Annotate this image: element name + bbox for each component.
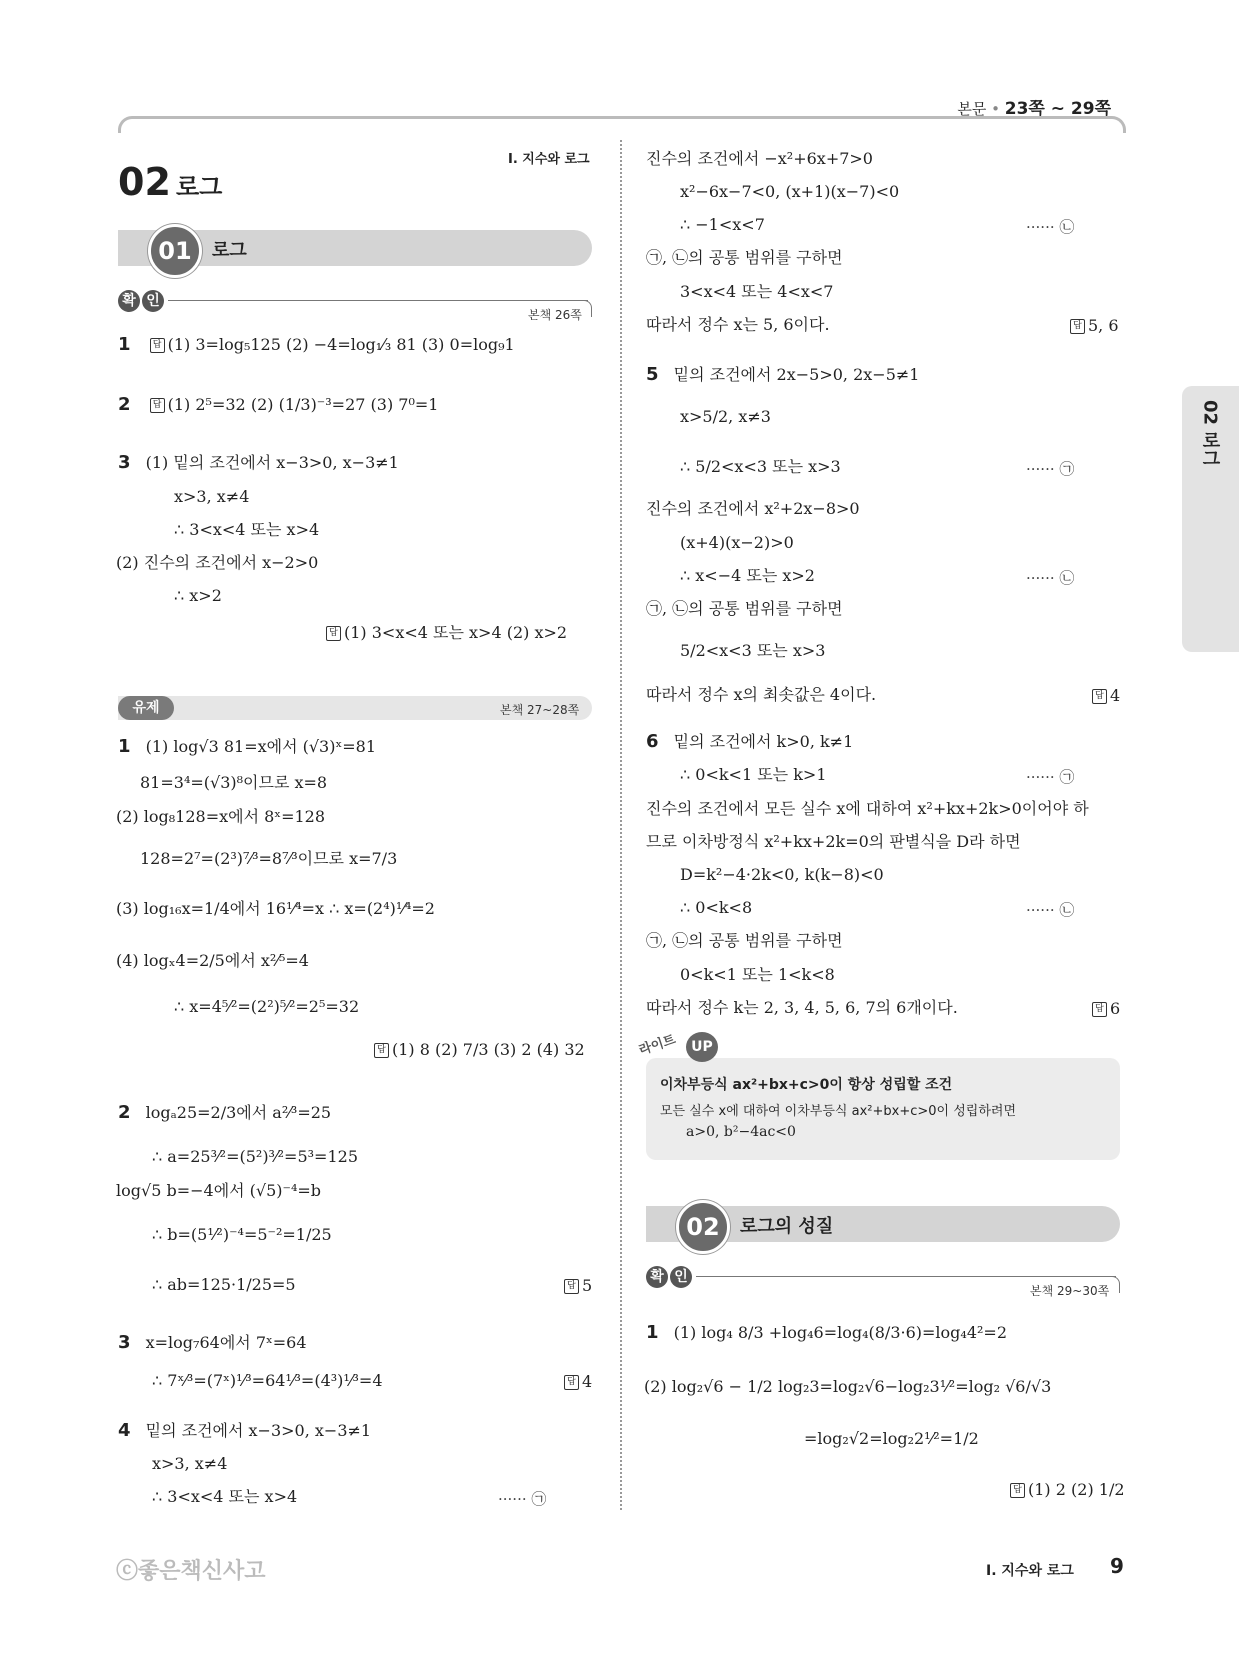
chapter-number: 02	[118, 160, 171, 204]
header-label: 본문	[957, 100, 987, 118]
l-y1-l5: (3) log₁₆x=1/4에서 16¹⁄⁴=x ∴ x=(2⁴)¹⁄⁴=2	[116, 899, 435, 918]
l-q3-l4: (2) 진수의 조건에서 x−2>0	[116, 553, 319, 572]
footer-section: I. 지수와 로그	[986, 1563, 1074, 1579]
r-c4-mark: ······ ㉡	[1026, 218, 1075, 236]
confirm1-badge-1: 확	[118, 290, 140, 312]
answer-icon: 답	[1092, 689, 1107, 704]
l-y1-answer: 답 (1) 8 (2) 7/3 (3) 2 (4) 32	[374, 1040, 585, 1059]
yuje-ref: 본책 27~28쪽	[500, 703, 580, 717]
r-q5-answer: 답 4	[1092, 686, 1120, 705]
tip-line1: 모든 실수 x에 대하여 이차부등식 ax²+bx+c>0이 성립하려면	[660, 1104, 1017, 1119]
r-c4-l5: 3<x<4 또는 4<x<7	[680, 282, 834, 301]
r-q6-l8: 0<k<1 또는 1<k<8	[680, 965, 835, 984]
column-divider	[620, 140, 622, 1510]
r-c4-l4: ㉠, ㉡의 공통 범위를 구하면	[646, 248, 843, 267]
r-c4-l6: 따라서 정수 x는 5, 6이다.	[646, 315, 830, 334]
page-number: 9	[1110, 1554, 1124, 1578]
r-q5-l4: 진수의 조건에서 x²+2x−8>0	[646, 499, 860, 518]
r-q5: 5 밑의 조건에서 2x−5>0, 2x−5≠1	[646, 364, 920, 385]
tip-line2: a>0, b²−4ac<0	[686, 1124, 796, 1140]
answer-icon: 답	[1092, 1002, 1107, 1017]
answer-icon: 답	[1010, 1483, 1025, 1498]
confirm1-bar	[118, 290, 592, 312]
r-q6-l4: 므로 이차방정식 x²+kx+2k=0의 판별식을 D라 하면	[646, 832, 1021, 851]
confirm2-badge-1: 확	[646, 1266, 668, 1288]
unit2-title: 로그의 성질	[740, 1216, 834, 1237]
l-y2-l4: ∴ b=(5¹⁄²)⁻⁴=5⁻²=1/25	[152, 1225, 332, 1244]
r-q6-answer: 답 6	[1092, 999, 1120, 1018]
l-q3: 3 (1) 밑의 조건에서 x−3>0, x−3≠1	[118, 452, 399, 473]
publisher-logo: ⓒ좋은책신사고	[116, 1559, 266, 1584]
r-p1-l2: (2) log₂√6 − 1/2 log₂3=log₂√6−log₂3¹⁄²=log₂ √6/√3	[644, 1377, 1052, 1396]
l-y1-l2: 81=3⁴=(√3)⁸이므로 x=8	[140, 773, 328, 792]
confirm2-ref: 본책 29~30쪽	[1030, 1284, 1110, 1298]
r-c4-l2: x²−6x−7<0, (x+1)(x−7)<0	[680, 182, 900, 201]
chapter-title	[118, 160, 222, 204]
chapter-name: 로그	[175, 173, 223, 201]
l-y3-answer: 답 4	[564, 1372, 592, 1391]
r-q6-l5: D=k²−4·2k<0, k(k−8)<0	[680, 865, 884, 884]
r-q6-l2: ∴ 0<k<1 또는 k>1	[680, 765, 827, 784]
r-q5-mark2: ······ ㉡	[1026, 569, 1075, 587]
answer-icon: 답	[564, 1279, 579, 1294]
side-tab	[1182, 386, 1239, 652]
l-y2-l2: ∴ a=25³⁄²=(5²)³⁄²=5³=125	[152, 1147, 358, 1166]
tip-tag: 라이트	[637, 1032, 678, 1059]
answer-icon: 답	[150, 338, 165, 353]
l-y1-l7: ∴ x=4⁵⁄²=(2²)⁵⁄²=2⁵=32	[174, 997, 360, 1016]
l-q3-l2: x>3, x≠4	[174, 487, 250, 506]
answer-icon: 답	[564, 1375, 579, 1390]
r-q5-l7: ㉠, ㉡의 공통 범위를 구하면	[646, 599, 843, 618]
r-q5-l5: (x+4)(x−2)>0	[680, 533, 794, 552]
l-y3-l2: ∴ 7ˣ⁄³=(7ˣ)¹⁄³=64¹⁄³=(4³)¹⁄³=4	[152, 1371, 383, 1390]
header-pages: 23쪽 ~ 29쪽	[1004, 99, 1111, 119]
r-q5-l8: 5/2<x<3 또는 x>3	[680, 641, 826, 660]
r-c4-l1: 진수의 조건에서 −x²+6x+7>0	[646, 149, 873, 168]
l-y4-mark: ······ ㉠	[498, 1490, 547, 1508]
r-c4-l3: ∴ −1<x<7	[680, 215, 765, 234]
l-q3-l3: ∴ 3<x<4 또는 x>4	[174, 520, 320, 539]
r-q6-l6: ∴ 0<k<8	[680, 898, 753, 917]
header-range: 본문 • 23쪽 ~ 29쪽	[957, 99, 1111, 119]
l-y1-l3: (2) log₈128=x에서 8ˣ=128	[116, 807, 326, 826]
confirm1-badge-2: 인	[142, 290, 164, 312]
r-q5-l3: ∴ 5/2<x<3 또는 x>3	[680, 457, 841, 476]
header-rule	[118, 116, 1126, 133]
answer-icon: 답	[1070, 319, 1085, 334]
r-q6-l7: ㉠, ㉡의 공통 범위를 구하면	[646, 931, 843, 950]
chapter-section: I. 지수와 로그	[508, 152, 590, 167]
l-y2: 2 logₐ25=2/3에서 a²⁄³=25	[118, 1102, 332, 1123]
confirm2-badge-2: 인	[670, 1266, 692, 1288]
unit2-number: 02	[676, 1200, 730, 1254]
r-q5-l2: x>5/2, x≠3	[680, 407, 771, 426]
l-y2-l5: ∴ ab=125·1/25=5	[152, 1275, 296, 1294]
r-q6-l3: 진수의 조건에서 모든 실수 x에 대하여 x²+kx+2k>0이어야 하	[646, 799, 1089, 818]
l-y1-l4: 128=2⁷=(2³)⁷⁄³=8⁷⁄³이므로 x=7/3	[140, 849, 398, 868]
l-y1: 1 (1) log√3 81=x에서 (√3)ˣ=81	[118, 736, 377, 757]
side-tab-label: 02 로그	[1199, 400, 1221, 468]
l-y4-l2: x>3, x≠4	[152, 1454, 228, 1473]
l-y4-l3: ∴ 3<x<4 또는 x>4	[152, 1487, 298, 1506]
l-y2-l3: log√5 b=−4에서 (√5)⁻⁴=b	[116, 1181, 322, 1200]
unit1-title: 로그	[212, 240, 247, 261]
l-y1-l6: (4) logₓ4=2/5에서 x²⁄⁵=4	[116, 951, 309, 970]
l-y4: 4 밑의 조건에서 x−3>0, x−3≠1	[118, 1420, 372, 1441]
r-q5-l6: ∴ x<−4 또는 x>2	[680, 566, 815, 585]
r-c4-answer: 답 5, 6	[1070, 316, 1119, 335]
l-q1: 1 답 (1) 3=log₅125 (2) −4=log₁⁄₃ 81 (3) 0=log₉1	[118, 334, 515, 355]
l-q3-l5: ∴ x>2	[174, 586, 222, 605]
r-q6: 6 밑의 조건에서 k>0, k≠1	[646, 731, 854, 752]
tip-up-badge: UP	[686, 1032, 718, 1062]
r-p1-l3: =log₂√2=log₂2¹⁄²=1/2	[804, 1429, 979, 1448]
r-q6-mark2: ······ ㉡	[1026, 901, 1075, 919]
answer-icon: 답	[326, 626, 341, 641]
r-q5-mark1: ······ ㉠	[1026, 460, 1075, 478]
tip-title: 이차부등식 ax²+bx+c>0이 항상 성립할 조건	[660, 1077, 953, 1093]
unit1-number: 01	[148, 224, 202, 278]
l-q3-answer: 답 (1) 3<x<4 또는 x>4 (2) x>2	[326, 620, 567, 643]
yuje-label: 유제	[118, 696, 174, 720]
r-p1: 1 (1) log₄ 8/3 +log₄6=log₄(8/3·6)=log₄4²=2	[646, 1322, 1007, 1343]
r-q6-l9: 따라서 정수 k는 2, 3, 4, 5, 6, 7의 6개이다.	[646, 998, 958, 1017]
r-p1-answer: 답 (1) 2 (2) 1/2	[1010, 1480, 1125, 1499]
l-y2-answer: 답 5	[564, 1276, 592, 1295]
confirm1-ref: 본책 26쪽	[528, 308, 582, 322]
r-q5-l9: 따라서 정수 x의 최솟값은 4이다.	[646, 685, 877, 704]
l-q2: 2 답 (1) 2⁵=32 (2) (1/3)⁻³=27 (3) 7⁰=1	[118, 394, 439, 415]
l-y3: 3 x=log₇64에서 7ˣ=64	[118, 1332, 307, 1353]
answer-icon: 답	[374, 1043, 389, 1058]
answer-icon: 답	[150, 398, 165, 413]
r-q6-mark1: ······ ㉠	[1026, 768, 1075, 786]
